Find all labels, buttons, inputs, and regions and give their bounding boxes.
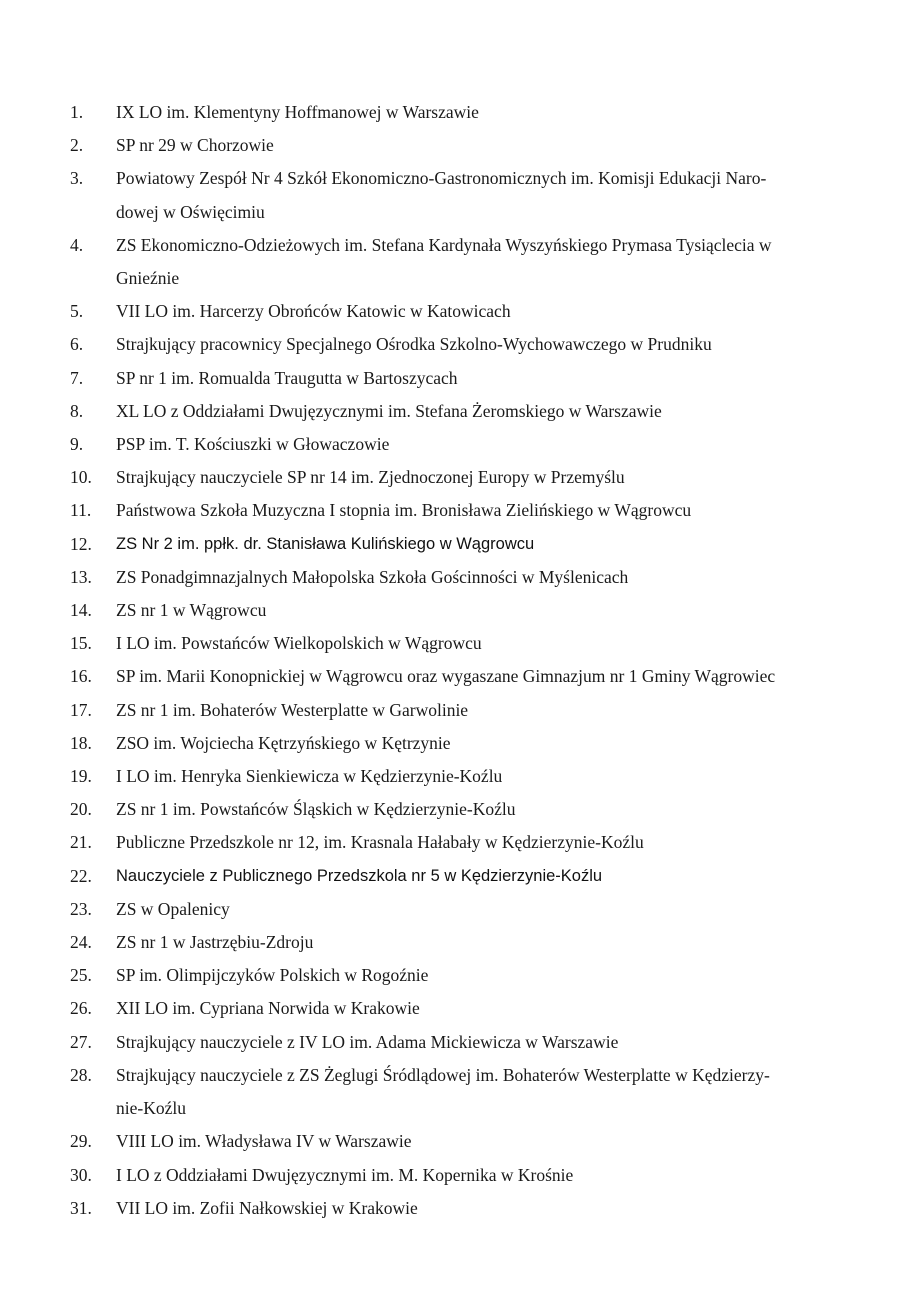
list-number: 7. <box>70 367 84 388</box>
list-number: 27. <box>70 1031 92 1052</box>
list-number: 20. <box>70 799 92 820</box>
list-text: ZS Ekonomiczno-Odzieżowych im. Stefana Kardynała Wyszyńskiego Prymasa Tysiąclecia w <box>116 234 772 255</box>
list-text: ZS nr 1 w Wągrowcu <box>116 600 267 621</box>
list-text-continuation: nie-Koźlu <box>116 1098 186 1119</box>
list-item <box>0 561 838 594</box>
list-text: Strajkujący nauczyciele z IV LO im. Adama Mickiewicza w Warszawie <box>116 1031 619 1052</box>
list-number: 21. <box>70 832 92 853</box>
list-number: 17. <box>70 699 92 720</box>
list-number: 1. <box>70 102 84 122</box>
list-number: 4. <box>70 234 84 255</box>
list-text: IX LO im. Klementyny Hoffmanowej w Warszawie <box>116 102 479 122</box>
list-text: ZSO im. Wojciecha Kętrzyńskiego w Kętrzynie <box>116 732 451 753</box>
list-number: 6. <box>70 334 84 355</box>
list-number: 18. <box>70 732 92 753</box>
list-item <box>0 926 838 959</box>
list-text: Publiczne Przedszkole nr 12, im. Krasnala Hałabały w Kędzierzynie-Koźlu <box>116 832 644 853</box>
list-number: 28. <box>70 1064 92 1085</box>
list-text: ZS Ponadgimnazjalnych Małopolska Szkoła Gościnności w Myślenicach <box>116 566 629 587</box>
list-item <box>0 295 838 328</box>
list-number: 12. <box>70 533 92 554</box>
list-number: 10. <box>70 467 92 488</box>
list-item <box>0 1059 838 1125</box>
list-number: 9. <box>70 434 84 455</box>
list-text: Strajkujący pracownicy Specjalnego Ośrodka Szkolno-Wychowawczego w Prudniku <box>116 334 712 355</box>
list-item <box>0 826 838 859</box>
list-text: ZS w Opalenicy <box>116 898 230 919</box>
list-text: XII LO im. Cypriana Norwida w Krakowie <box>116 998 420 1019</box>
list-item <box>0 461 838 494</box>
list-text: VII LO im. Harcerzy Obrońców Katowic w Katowicach <box>116 301 511 322</box>
list-item <box>0 528 838 561</box>
list-text: ZS nr 1 w Jastrzębiu-Zdroju <box>116 932 314 953</box>
list-text: SP nr 1 im. Romualda Traugutta w Bartoszycach <box>116 367 458 388</box>
list-text: I LO im. Powstańców Wielkopolskich w Wągrowcu <box>116 633 482 654</box>
list-text: ZS Nr 2 im. ppłk. dr. Stanisława Kulińskiego w Wągrowcu <box>116 534 535 553</box>
list-item <box>0 395 838 428</box>
list-item <box>0 660 838 693</box>
list-item <box>0 793 838 826</box>
list-text: ZS nr 1 im. Bohaterów Westerplatte w Garwolinie <box>116 699 469 720</box>
list-number: 19. <box>70 766 92 787</box>
list-text-continuation: Gnieźnie <box>116 268 180 289</box>
list-item <box>0 893 838 926</box>
list-number: 22. <box>70 865 92 886</box>
list-item <box>0 1026 838 1059</box>
list-item <box>0 959 838 992</box>
list-text: VIII LO im. Władysława IV w Warszawie <box>116 1131 412 1152</box>
list-number: 15. <box>70 633 92 654</box>
list-number: 26. <box>70 998 92 1019</box>
list-text: ZS nr 1 im. Powstańców Śląskich w Kędzierzynie-Koźlu <box>116 799 516 820</box>
list-text: SP im. Marii Konopnickiej w Wągrowcu oraz wygaszane Gimnazjum nr 1 Gminy Wągrowiec <box>116 666 776 687</box>
list-text: SP im. Olimpijczyków Polskich w Rogoźnie <box>116 965 429 986</box>
list-text: Nauczyciele z Publicznego Przedszkola nr 5 w Kędzierzynie-Koźlu <box>116 866 603 885</box>
list-item <box>0 1192 838 1225</box>
list-item <box>0 1125 838 1158</box>
list-item <box>0 96 838 129</box>
list-item <box>0 594 838 627</box>
school-list <box>0 96 920 1225</box>
list-number: 13. <box>70 566 92 587</box>
list-item <box>0 760 838 793</box>
list-number: 3. <box>70 168 84 189</box>
list-text: I LO z Oddziałami Dwujęzycznymi im. M. Kopernika w Krośnie <box>116 1164 574 1185</box>
list-item <box>0 860 838 893</box>
list-text: VII LO im. Zofii Nałkowskiej w Krakowie <box>116 1197 418 1218</box>
list-item <box>0 494 838 527</box>
list-text: I LO im. Henryka Sienkiewicza w Kędzierzynie-Koźlu <box>116 766 503 787</box>
list-text: Powiatowy Zespół Nr 4 Szkół Ekonomiczno-Gastronomicznych im. Komisji Edukacji Naro- <box>116 168 767 189</box>
list-number: 23. <box>70 898 92 919</box>
list-item <box>0 727 838 760</box>
list-number: 29. <box>70 1131 92 1152</box>
list-text: Strajkujący nauczyciele z ZS Żeglugi Śródlądowej im. Bohaterów Westerplatte w Kędzierzy- <box>116 1064 770 1085</box>
list-item <box>0 162 838 228</box>
list-text: SP nr 29 w Chorzowie <box>116 135 274 156</box>
list-number: 31. <box>70 1197 92 1218</box>
list-item <box>0 694 838 727</box>
list-number: 30. <box>70 1164 92 1185</box>
list-item <box>0 328 838 361</box>
list-text-continuation: dowej w Oświęcimiu <box>116 201 265 222</box>
list-number: 11. <box>70 500 92 521</box>
list-item <box>0 362 838 395</box>
list-number: 2. <box>70 135 84 156</box>
list-text: XL LO z Oddziałami Dwujęzycznymi im. Stefana Żeromskiego w Warszawie <box>116 400 662 421</box>
list-text: PSP im. T. Kościuszki w Głowaczowie <box>116 434 390 455</box>
list-text: Strajkujący nauczyciele SP nr 14 im. Zjednoczonej Europy w Przemyślu <box>116 467 625 488</box>
list-number: 8. <box>70 400 84 421</box>
list-number: 16. <box>70 666 92 687</box>
list-item <box>0 428 838 461</box>
list-item <box>0 229 838 295</box>
list-number: 24. <box>70 932 92 953</box>
list-item <box>0 1159 838 1192</box>
list-number: 5. <box>70 301 84 322</box>
list-number: 25. <box>70 965 92 986</box>
list-item <box>0 627 838 660</box>
list-text: Państwowa Szkoła Muzyczna I stopnia im. Bronisława Zielińskiego w Wągrowcu <box>116 500 692 521</box>
list-number: 14. <box>70 600 92 621</box>
list-item <box>0 992 838 1025</box>
list-item <box>0 129 838 162</box>
